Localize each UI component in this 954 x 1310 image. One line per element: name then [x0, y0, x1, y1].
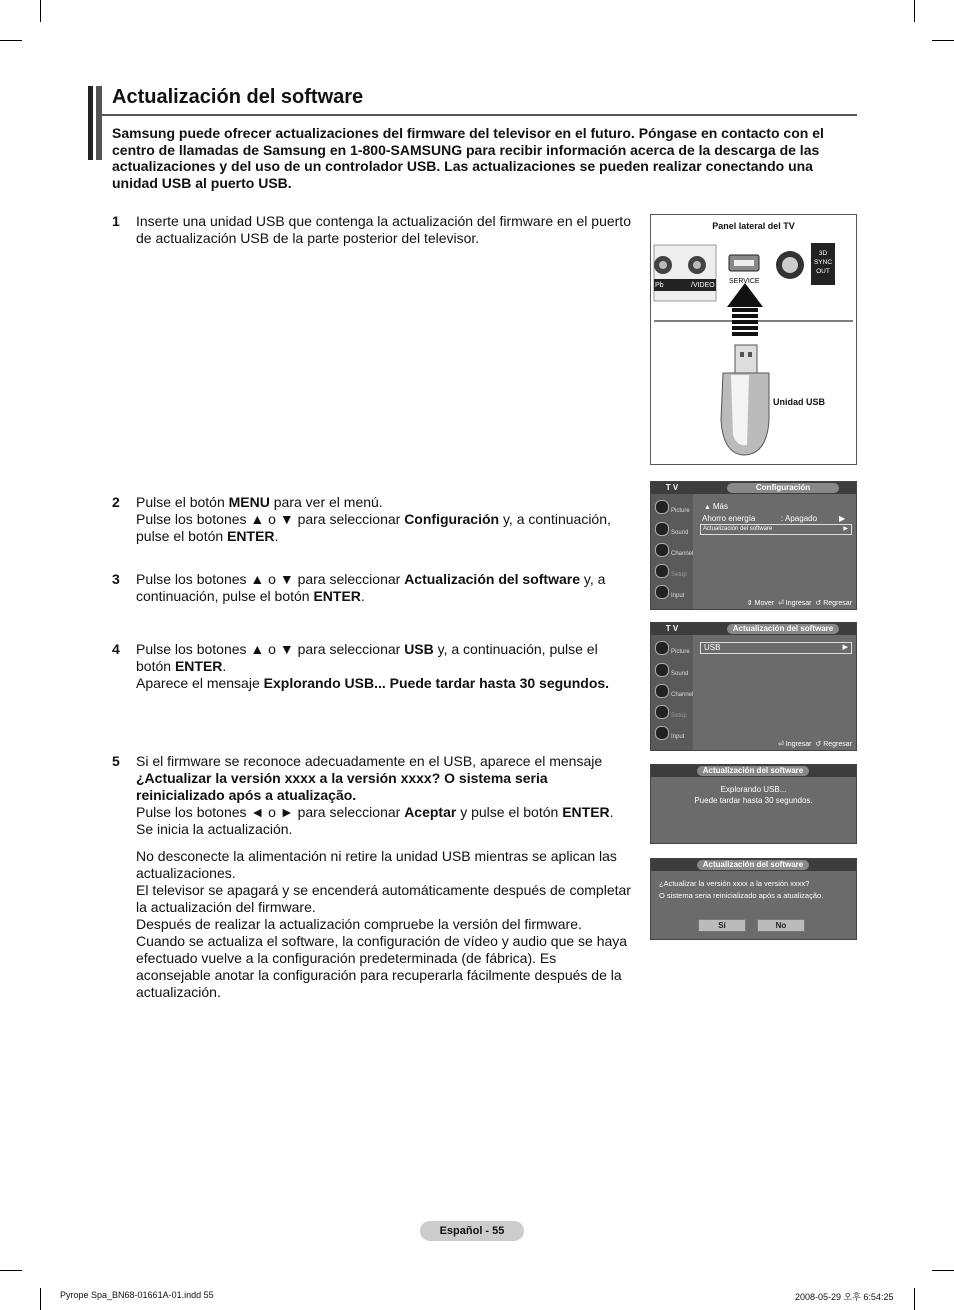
right-arrow-icon: ▶ [842, 644, 848, 651]
osd-row-energy[interactable]: Ahorro energía [702, 514, 756, 523]
step-text: Pulse los botones ▲ o ▼ para seleccionar USB y, a continuación, pulse el botón ENTER. [136, 641, 598, 674]
message-line: O sistema seria reinicializado após a atualização. [659, 891, 824, 900]
osd-header: Configuración [727, 483, 839, 493]
picture-icon [655, 641, 669, 655]
step-text: Pulse los botones ▲ o ▼ para seleccionar Configuración y, a continuación, pulse el botón ENTER. [136, 511, 611, 544]
osd-menu-sound[interactable]: Sound [653, 520, 691, 540]
osd-confirm-dialog [650, 858, 857, 940]
osd-menu-picture[interactable]: Picture [653, 639, 691, 659]
osd-menu-channel[interactable]: Channel [653, 541, 691, 561]
osd-software-update-menu [650, 622, 857, 751]
enter-icon: ⏎ [777, 600, 784, 607]
right-arrow-icon: ▶ [839, 514, 846, 523]
sound-icon [655, 663, 669, 677]
osd-menu-setup[interactable]: Setup [653, 562, 691, 582]
page-number: Español - 55 [420, 1221, 524, 1241]
input-icon [655, 726, 669, 740]
setup-icon [655, 564, 669, 578]
return-icon: ↺ [815, 600, 822, 607]
crop-mark [40, 1288, 41, 1310]
message-line: Puede tardar hasta 30 segundos. [694, 796, 813, 805]
osd-header: Actualización del software [727, 624, 839, 634]
osd-more[interactable]: ▲ Más [704, 502, 728, 511]
crop-mark [914, 1288, 915, 1310]
osd-footer: ⇕ Mover ⏎ Ingresar ↺ Regresar [746, 600, 852, 607]
step-text: Se inicia la actualización. [136, 821, 293, 837]
osd-menu-setup[interactable]: Setup [653, 703, 691, 723]
message-line: Explorando USB... [720, 785, 787, 794]
step-text: Pulse los botones ▲ o ▼ para seleccionar Actualización del software y, a continuación, pulse el botón ENTER. [136, 571, 606, 604]
enter-icon: ⏎ [777, 741, 784, 748]
intro-paragraph: Samsung puede ofrecer actualizaciones del firmware del televisor en el futuro. Póngase en contacto con el centro de llamadas de Samsung en 1-800-SAMSUNG para recibir información acerca de la descarga de las actualizaciones y del uso de un controlador USB. Las actualizaciones se pueden realizar conectando una unidad USB al puerto USB. [112, 125, 824, 191]
osd-menu-channel[interactable]: Channel [653, 682, 691, 702]
page-title: Actualización del software [112, 86, 364, 108]
port-label: /VIDEO [691, 282, 715, 289]
crop-mark [932, 40, 954, 41]
divider [102, 114, 857, 116]
step-text: Pulse el botón MENU para ver el menú. [136, 494, 383, 510]
crop-mark [40, 0, 41, 22]
step-number: 3 [112, 571, 120, 587]
osd-tv-label: T V [665, 624, 679, 633]
picture-icon [655, 500, 669, 514]
osd-scanning-message [650, 764, 857, 844]
osd-menu-input[interactable]: Input [653, 724, 691, 744]
osd-row-energy-value: : Apagado [781, 514, 818, 523]
crop-mark [0, 40, 22, 41]
step-text: Si el firmware se reconoce adecuadamente en el USB, aparece el mensaje ¿Actualizar la versión xxxx a la versión xxxx? O sistema seria reinicializado após a atualização. [136, 753, 603, 803]
channel-icon [655, 684, 669, 698]
osd-header: Actualización del software [697, 766, 809, 776]
yes-button[interactable]: Sí [698, 919, 746, 932]
step-text: Inserte una unidad USB que contenga la actualización del firmware en el puerto de actualización USB de la parte posterior del televisor. [136, 213, 631, 246]
tv-panel-figure [650, 214, 857, 465]
right-arrow-icon: ▶ [843, 526, 848, 532]
step-number: 2 [112, 494, 120, 510]
footer-file: Pyrope Spa_BN68-01661A-01.indd 55 [60, 1290, 214, 1300]
footer-timestamp: 2008-05-29 오후 6:54:25 [795, 1292, 894, 1302]
figure-caption: Panel lateral del TV [712, 221, 795, 231]
move-icon: ⇕ [746, 600, 753, 607]
crop-mark [914, 0, 915, 22]
service-label: SERVICE [729, 278, 760, 285]
osd-row-software-update[interactable]: Actualización del software ▶ [700, 524, 852, 535]
sync-label: 3D SYNC OUT [813, 250, 833, 275]
port-label: Pb [655, 282, 664, 289]
title-accent [88, 86, 93, 160]
osd-row-usb[interactable]: USB ▶ [700, 642, 852, 654]
up-arrow-icon: ▲ [704, 504, 713, 511]
step-note: Cuando se actualiza el software, la configuración de vídeo y audio que se haya efectuado vuelve a la configuración predeterminada (de fábrica). Es aconsejable anotar la configuración para recuperarla fácilmente después de la actualización. [136, 933, 628, 1000]
crop-mark [932, 1270, 954, 1271]
step-text: Pulse los botones ◄ o ► para seleccionar Aceptar y pulse el botón ENTER. [136, 804, 614, 820]
osd-menu-sound[interactable]: Sound [653, 661, 691, 681]
sound-icon [655, 522, 669, 536]
step-number: 4 [112, 641, 120, 657]
step-text: Aparece el mensaje Explorando USB... Puede tardar hasta 30 segundos. [136, 675, 610, 691]
osd-menu-input[interactable]: Input [653, 583, 691, 603]
return-icon: ↺ [815, 741, 822, 748]
input-icon [655, 585, 669, 599]
usb-label: Unidad USB [773, 397, 826, 407]
osd-header: Actualización del software [697, 860, 809, 870]
step-number: 1 [112, 213, 120, 229]
osd-tv-label: T V [665, 483, 679, 492]
message-line: ¿Actualizar la versión xxxx a la versión xxxx? [659, 879, 810, 888]
step-note: El televisor se apagará y se encenderá automáticamente después de completar la actualización del firmware. [136, 882, 631, 915]
osd-menu-picture[interactable]: Picture [653, 498, 691, 518]
step-note: No desconecte la alimentación ni retire la unidad USB mientras se aplican las actualizaciones. [136, 848, 617, 881]
step-note: Después de realizar la actualización compruebe la versión del firmware. [136, 916, 582, 932]
osd-setup-menu [650, 481, 857, 610]
no-button[interactable]: No [757, 919, 805, 932]
osd-footer: ⏎ Ingresar ↺ Regresar [777, 741, 852, 748]
crop-mark [0, 1270, 22, 1271]
setup-icon [655, 705, 669, 719]
title-accent [96, 86, 102, 160]
step-number: 5 [112, 753, 120, 769]
channel-icon [655, 543, 669, 557]
